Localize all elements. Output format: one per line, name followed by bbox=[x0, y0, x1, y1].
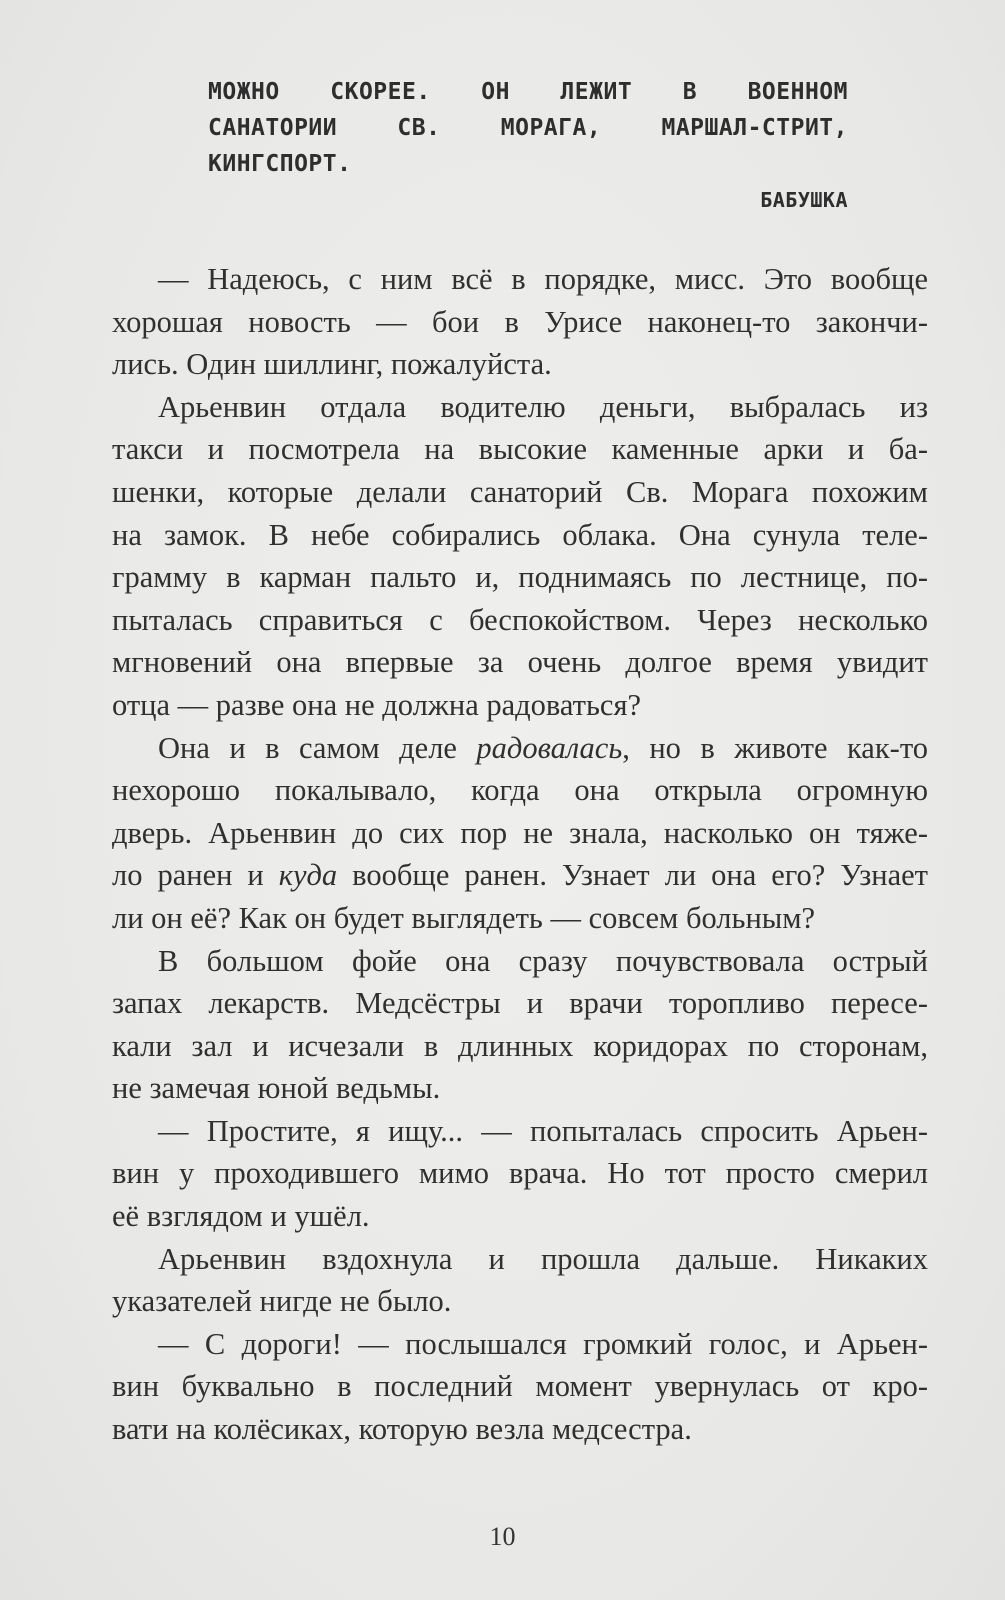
text-line bbox=[112, 854, 928, 897]
text-line: — Простите, я ищу... — попыталась спросить Арьен- bbox=[158, 1113, 928, 1148]
text-line: её взглядом и ушёл. bbox=[112, 1199, 370, 1234]
text-line: хорошая новость — бои в Урисе наконец-то закончи- bbox=[112, 304, 928, 339]
telegram-block bbox=[208, 74, 848, 218]
text-line: вин у проходившего мимо врача. Но тот просто смерил bbox=[112, 1156, 928, 1191]
italic-word: радовалась bbox=[476, 730, 623, 765]
text-fragment: ло ранен и bbox=[112, 858, 279, 893]
text-fragment: , но в животе как-то bbox=[622, 730, 928, 765]
text-line: нехорошо покалывало, когда она открыла огромную bbox=[112, 773, 928, 808]
text-line: — Надеюсь, с ним всё в порядке, мисс. Это вообще bbox=[158, 262, 928, 296]
text-line: шенки, которые делали санаторий Св. Морага похожим bbox=[112, 474, 928, 509]
text-line: Арьенвин вздохнула и прошла дальше. Никаких bbox=[158, 1241, 928, 1276]
telegram-line: КИНГСПОРТ. bbox=[208, 151, 352, 177]
telegram-line: МОЖНО СКОРЕЕ. ОН ЛЕЖИТ В ВОЕННОМ bbox=[208, 79, 848, 105]
text-line: Арьенвин отдала водителю деньги, выбралась из bbox=[158, 389, 928, 424]
page-number: 10 bbox=[489, 1522, 516, 1551]
text-line: мгновений она впервые за очень долгое время увидит bbox=[112, 645, 928, 680]
text-line: вати на колёсиках, которую везла медсестра. bbox=[112, 1412, 692, 1447]
text-line bbox=[112, 727, 928, 770]
text-line: ли он её? Как он будет выглядеть — совсем больным? bbox=[112, 900, 816, 935]
text-line: запах лекарств. Медсёстры и врачи торопливо пересе- bbox=[112, 986, 928, 1021]
body-text bbox=[112, 258, 928, 1451]
text-line: отца — разве она не должна радоваться? bbox=[112, 687, 642, 722]
text-line: грамму в карман пальто и, поднимаясь по лестнице, по- bbox=[112, 560, 928, 595]
telegram-line: САНАТОРИИ СВ. МОРАГА, МАРШАЛ-СТРИТ, bbox=[208, 115, 848, 141]
text-line: — С дороги! — послышался громкий голос, и Арьен- bbox=[158, 1326, 928, 1361]
text-line: вин буквально в последний момент увернулась от кро- bbox=[112, 1369, 928, 1404]
text-fragment: вообще ранен. Узнает ли она его? Узнает bbox=[337, 858, 928, 893]
text-line: В большом фойе она сразу почувствовала острый bbox=[158, 943, 928, 978]
text-line: кали зал и исчезали в длинных коридорах по сторонам, bbox=[112, 1028, 928, 1063]
text-line: на замок. В небе собирались облака. Она сунула теле- bbox=[112, 517, 928, 552]
text-line: такси и посмотрела на высокие каменные арки и ба- bbox=[112, 432, 928, 467]
text-line: пыталась справиться с беспокойством. Через несколько bbox=[112, 602, 928, 637]
text-fragment: Она и в самом деле bbox=[158, 730, 477, 765]
italic-word: куда bbox=[278, 858, 338, 893]
text-line: не замечая юной ведьмы. bbox=[112, 1071, 441, 1106]
text-line: указателей нигде не было. bbox=[112, 1284, 452, 1319]
text-line: лись. Один шиллинг, пожалуйста. bbox=[112, 347, 552, 382]
text-line: дверь. Арьенвин до сих пор не знала, насколько он тяже- bbox=[112, 815, 928, 850]
telegram-signature: БАБУШКА bbox=[760, 188, 848, 212]
